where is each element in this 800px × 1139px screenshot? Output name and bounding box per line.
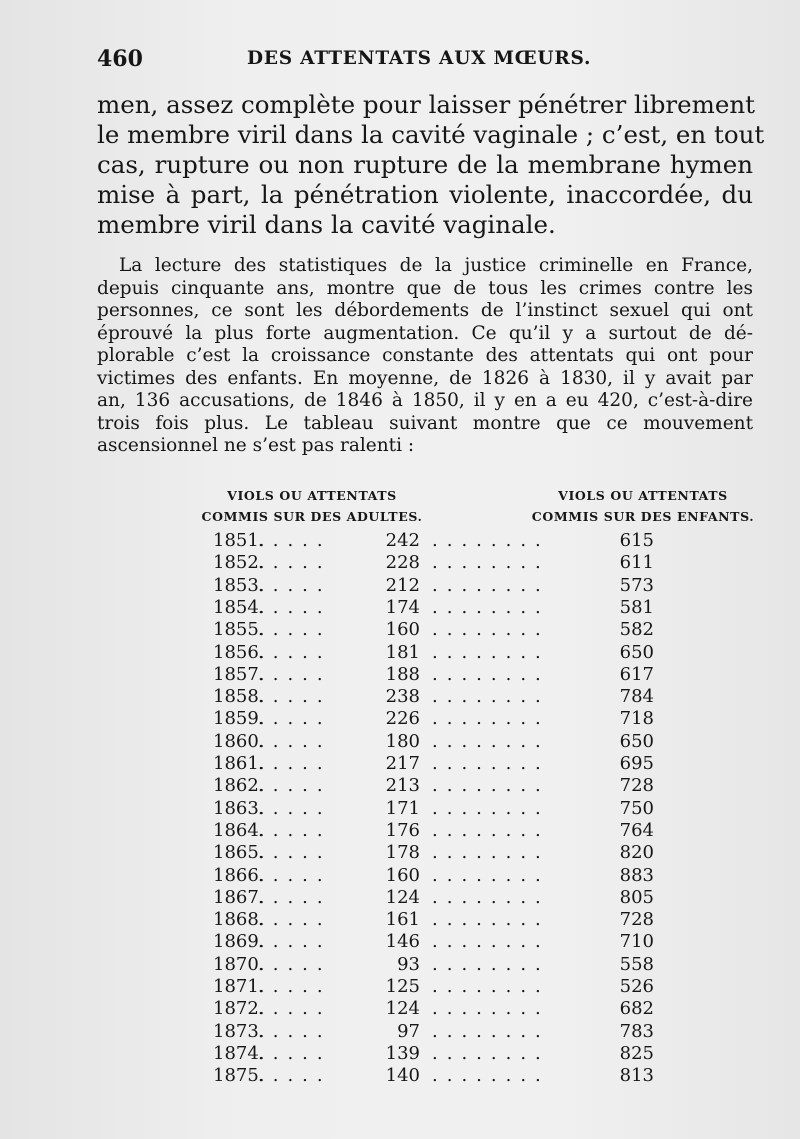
year-cell: 1858.	[213, 686, 265, 708]
year-cell: 1859.	[213, 708, 265, 730]
dot-leader: ........	[432, 708, 550, 730]
note-line: plorable c’est la croissance constante des attentats qui ont pour	[97, 345, 753, 366]
year-cell: 1851.	[213, 530, 265, 551]
dot-leader: .....	[258, 864, 332, 886]
table-row	[0, 842, 800, 864]
children-count-cell: 558	[619, 953, 654, 975]
dot-leader: ........	[432, 1020, 550, 1042]
table-row	[0, 597, 800, 619]
children-count-cell: 750	[619, 797, 654, 819]
note-line: trois fois plus. Le tableau suivant montre que ce mouvement	[97, 412, 753, 434]
dot-leader: ........	[432, 663, 550, 685]
statistics-note	[97, 255, 753, 458]
dot-leader: ........	[432, 976, 550, 997]
dot-leader: ........	[432, 931, 550, 953]
table-row	[0, 708, 800, 730]
table-row	[0, 753, 800, 775]
adults-count-cell: 160	[385, 619, 420, 641]
year-cell: 1874.	[213, 1042, 265, 1064]
year-cell: 1863.	[213, 797, 265, 819]
dot-leader: ........	[432, 619, 550, 641]
children-count-cell: 682	[619, 998, 654, 1020]
column-header-line: COMMIS SUR DES ENFANTS.	[531, 509, 755, 524]
dot-leader: .....	[258, 641, 332, 663]
children-count-cell: 582	[619, 619, 654, 641]
children-count-cell: 611	[619, 552, 654, 574]
children-count-cell: 650	[619, 730, 654, 752]
adults-count-cell: 97	[397, 1020, 420, 1042]
table-row	[0, 976, 800, 998]
dot-leader: ........	[432, 596, 550, 618]
dot-leader: ........	[432, 686, 550, 708]
dot-leader: .....	[258, 931, 332, 953]
year-cell: 1865.	[213, 842, 265, 864]
year-cell: 1870.	[213, 953, 265, 975]
dot-leader: .....	[258, 686, 332, 708]
adults-count-cell: 213	[385, 775, 420, 797]
dot-leader: .....	[258, 1042, 332, 1064]
children-count-cell: 695	[619, 753, 654, 774]
dot-leader: .....	[258, 663, 332, 685]
children-count-cell: 805	[619, 886, 654, 908]
table-row	[0, 552, 800, 574]
dot-leader: ........	[432, 730, 550, 752]
children-count-cell: 710	[619, 931, 654, 953]
adults-count-cell: 180	[385, 730, 420, 752]
adults-count-cell: 140	[385, 1065, 420, 1087]
adults-count-cell: 174	[385, 596, 420, 618]
dot-leader: ........	[432, 775, 550, 797]
table-row	[0, 998, 800, 1020]
note-line: an, 136 accusations, de 1846 à 1850, il y en a eu 420, c’est-à-dire	[97, 390, 753, 411]
adults-count-cell: 217	[385, 753, 420, 774]
dot-leader: ........	[432, 574, 550, 596]
table-row	[0, 530, 800, 552]
children-count-cell: 728	[619, 909, 654, 931]
table-row	[0, 820, 800, 842]
dot-leader: .....	[258, 552, 332, 574]
table-row	[0, 931, 800, 953]
year-cell: 1871.	[213, 976, 265, 997]
table-row	[0, 1021, 800, 1043]
dot-leader: ........	[432, 909, 550, 931]
note-line: depuis cinquante ans, montre que de tous les crimes contre les	[97, 277, 753, 299]
children-count-cell: 573	[619, 574, 654, 596]
dot-leader: ........	[432, 1042, 550, 1064]
year-cell: 1862.	[213, 775, 265, 797]
page-number: 460	[97, 46, 143, 72]
children-count-cell: 581	[619, 596, 654, 618]
note-line: La lecture des statistiques de la justice criminelle en France,	[119, 255, 753, 276]
dot-leader: ........	[432, 864, 550, 886]
adults-count-cell: 171	[385, 797, 420, 819]
children-count-cell: 883	[619, 864, 654, 886]
table-row	[0, 887, 800, 909]
note-line: personnes, ce sont les débordements de l’instinct sexuel qui ont	[97, 300, 753, 321]
children-count-cell: 617	[619, 663, 654, 685]
year-cell: 1875.	[213, 1065, 265, 1087]
dot-leader: ........	[432, 886, 550, 908]
adults-count-cell: 181	[385, 641, 420, 663]
adults-count-cell: 178	[385, 842, 420, 864]
dot-leader: .....	[258, 574, 332, 596]
adults-count-cell: 161	[385, 909, 420, 931]
table-row	[0, 664, 800, 686]
dot-leader: .....	[258, 953, 332, 975]
children-count-cell: 783	[619, 1020, 654, 1042]
children-count-cell: 615	[619, 530, 654, 551]
adults-count-cell: 139	[385, 1042, 420, 1064]
adults-count-cell: 146	[385, 931, 420, 953]
dot-leader: .....	[258, 1020, 332, 1042]
table-row	[0, 575, 800, 597]
adults-count-cell: 93	[397, 953, 420, 975]
running-title: DES ATTENTATS AUX MŒURS.	[247, 48, 592, 69]
dot-leader: .....	[258, 886, 332, 908]
dot-leader: .....	[258, 753, 332, 774]
note-line: victimes des enfants. En moyenne, de 1826 à 1830, il y avait par	[97, 367, 753, 389]
paragraph-line: membre viril dans la cavité vaginale.	[97, 210, 556, 239]
column-header-line: VIOLS OU ATTENTATS	[558, 488, 728, 503]
table-row	[0, 731, 800, 753]
adults-count-cell: 160	[385, 864, 420, 886]
page-header	[97, 46, 752, 76]
dot-leader: ........	[432, 797, 550, 819]
dot-leader: .....	[258, 797, 332, 819]
children-count-cell: 650	[619, 641, 654, 663]
adults-count-cell: 228	[385, 552, 420, 574]
dot-leader: .....	[258, 909, 332, 931]
dot-leader: .....	[258, 730, 332, 752]
children-count-cell: 718	[619, 708, 654, 730]
dot-leader: ........	[432, 953, 550, 975]
table-header	[0, 485, 800, 527]
table-row	[0, 686, 800, 708]
column-header-line: COMMIS SUR DES ADULTES.	[201, 509, 423, 524]
dot-leader: ........	[432, 998, 550, 1020]
year-cell: 1867.	[213, 886, 265, 908]
column-header-line: VIOLS OU ATTENTATS	[227, 488, 397, 503]
dot-leader: ........	[432, 819, 550, 841]
year-cell: 1868.	[213, 909, 265, 931]
adults-count-cell: 124	[385, 998, 420, 1020]
year-cell: 1872.	[213, 998, 265, 1020]
children-count-cell: 820	[619, 842, 654, 864]
dot-leader: .....	[258, 998, 332, 1020]
children-count-cell: 526	[619, 976, 654, 997]
year-cell: 1860.	[213, 730, 265, 752]
table-row	[0, 865, 800, 887]
adults-count-cell: 238	[385, 686, 420, 708]
column-header-adults	[196, 485, 428, 527]
dot-leader: .....	[258, 976, 332, 997]
adults-count-cell: 242	[385, 530, 420, 551]
adults-count-cell: 125	[385, 976, 420, 997]
paragraph-line: mise à part, la pénétration violente, inaccordée, du	[97, 180, 753, 209]
dot-leader: .....	[258, 1065, 332, 1087]
adults-count-cell: 212	[385, 574, 420, 596]
dot-leader: .....	[258, 619, 332, 641]
adults-count-cell: 188	[385, 663, 420, 685]
dot-leader: ........	[432, 753, 550, 774]
table-row	[0, 619, 800, 641]
table-row	[0, 1065, 800, 1087]
year-cell: 1852.	[213, 552, 265, 574]
children-count-cell: 784	[619, 686, 654, 708]
main-paragraph	[97, 90, 765, 240]
adults-count-cell: 176	[385, 819, 420, 841]
children-count-cell: 728	[619, 775, 654, 797]
year-cell: 1855.	[213, 619, 265, 641]
table-row	[0, 798, 800, 820]
year-cell: 1869.	[213, 931, 265, 953]
table-row	[0, 909, 800, 931]
children-count-cell: 764	[619, 819, 654, 841]
dot-leader: .....	[258, 708, 332, 730]
table-row	[0, 775, 800, 797]
table-row	[0, 954, 800, 976]
year-cell: 1873.	[213, 1020, 265, 1042]
adults-count-cell: 226	[385, 708, 420, 730]
year-cell: 1856.	[213, 641, 265, 663]
year-cell: 1866.	[213, 864, 265, 886]
note-line: éprouvé la plus forte augmentation. Ce qu’il y a surtout de dé-	[97, 322, 753, 344]
column-header-children	[527, 485, 759, 527]
year-cell: 1854.	[213, 596, 265, 618]
table-row	[0, 1043, 800, 1065]
dot-leader: ........	[432, 842, 550, 864]
year-cell: 1857.	[213, 663, 265, 685]
dot-leader: ........	[432, 641, 550, 663]
dot-leader: .....	[258, 819, 332, 841]
year-cell: 1864.	[213, 819, 265, 841]
table-row	[0, 642, 800, 664]
adults-count-cell: 124	[385, 886, 420, 908]
dot-leader: .....	[258, 530, 332, 551]
year-cell: 1853.	[213, 574, 265, 596]
dot-leader: ........	[432, 552, 550, 574]
dot-leader: ........	[432, 1065, 550, 1087]
paragraph-line: men, assez complète pour laisser pénétrer librement	[97, 90, 755, 119]
paragraph-line: cas, rupture ou non rupture de la membrane hymen	[97, 150, 753, 179]
note-line: ascensionnel ne s’est pas ralenti :	[97, 435, 415, 456]
dot-leader: .....	[258, 842, 332, 864]
paragraph-line: le membre viril dans la cavité vaginale ; c’est, en tout	[97, 120, 765, 149]
dot-leader: ........	[432, 530, 550, 551]
children-count-cell: 813	[619, 1065, 654, 1087]
dot-leader: .....	[258, 775, 332, 797]
dot-leader: .....	[258, 596, 332, 618]
year-cell: 1861.	[213, 753, 265, 774]
children-count-cell: 825	[619, 1042, 654, 1064]
